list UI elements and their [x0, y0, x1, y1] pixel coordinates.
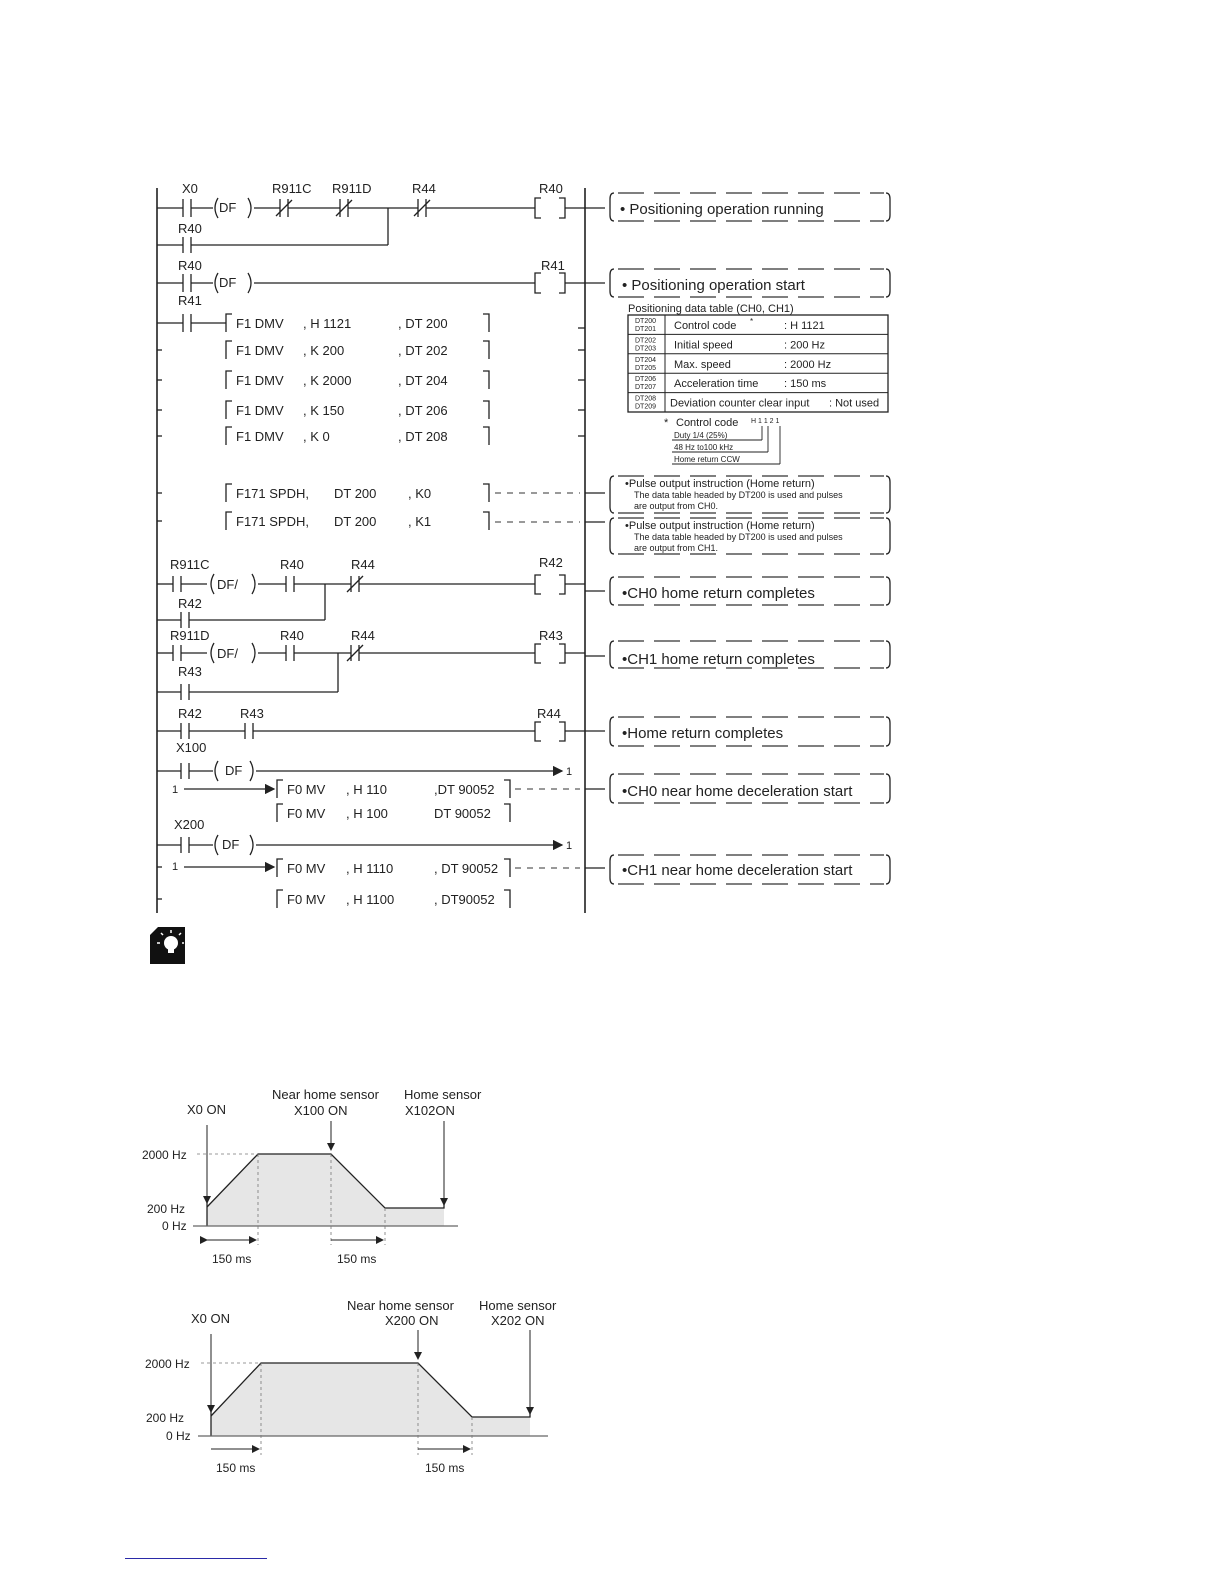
spdh-instruction-arg: DT 200 [334, 486, 377, 501]
spdh-instruction-arg: DT 200 [334, 514, 377, 529]
table-dt-end: DT209 [635, 403, 657, 411]
contact-r40-hold: R40 [178, 221, 202, 236]
hint-lightbulb-icon [150, 927, 185, 964]
dmv-instruction-op: F1 DMV [236, 343, 284, 358]
timing2-y-max: 2000 Hz [145, 1357, 190, 1371]
mv-instruction-op: F0 MV [287, 892, 326, 907]
comment-ch0-near-home: •CH0 near home deceleration start [622, 783, 853, 800]
mv-instruction-op: F0 MV [287, 861, 326, 876]
table-dt-start: DT208 [635, 395, 657, 403]
comment-home-return-complete: •Home return completes [622, 725, 784, 742]
spdh-instruction-dst: , K0 [408, 486, 432, 501]
comment-ch1-home-return: •CH1 home return completes [622, 651, 815, 668]
spdh-instruction-op: F171 SPDH, [236, 486, 309, 501]
comment-ch1-near-home: •CH1 near home deceleration start [622, 862, 853, 879]
df-label: DF [222, 837, 240, 852]
timing1-near-title: Near home sensor [272, 1087, 379, 1102]
spdh-instruction-rows [226, 484, 489, 530]
mv-instruction [277, 890, 510, 908]
contact-x200: X200 [174, 817, 205, 832]
footnote-rule [125, 1558, 267, 1559]
contact-r40: R40 [178, 258, 202, 273]
mv-instruction [277, 859, 510, 877]
mv-instruction [277, 780, 510, 798]
comment-pulse-output-ch1-line2: are output from CH1. [634, 543, 719, 553]
table-row-label: Control code [674, 320, 737, 332]
table-dt-end: DT201 [635, 326, 657, 333]
timing2-accel: 150 ms [216, 1461, 256, 1475]
table-dt-end: DT207 [635, 384, 657, 392]
table-row-label: Initial speed [674, 339, 733, 352]
timing2-near-on: X200 ON [385, 1313, 439, 1328]
table-dt-start: DT200 [635, 318, 657, 325]
timing1-near-on: X100 ON [294, 1103, 348, 1118]
control-code-frequency: 48 Hz to100 kHz [674, 443, 734, 452]
timing1-y-zero: 0 Hz [162, 1219, 187, 1233]
contact-r44-3: R44 [351, 628, 375, 643]
coil-r44: R44 [537, 706, 561, 721]
mv-instruction-arg: , H 110 [346, 782, 387, 797]
df-label: DF [219, 275, 237, 290]
coil-r40: R40 [539, 181, 563, 196]
dmv-instruction-arg: , K 150 [303, 403, 345, 418]
contact-r40-d: R40 [280, 628, 304, 643]
timing1-home-on: X102ON [405, 1103, 455, 1118]
contact-x100: X100 [176, 740, 207, 755]
dmv-instruction-rows [226, 314, 489, 445]
table-title: Positioning data table (CH0, CH1) [628, 303, 794, 315]
timing1-decel: 150 ms [337, 1252, 377, 1266]
timing2-home-on: X202 ON [491, 1313, 545, 1328]
table-row-value: : 200 Hz [784, 339, 825, 352]
contact-r42: R42 [178, 706, 202, 721]
timing-chart-ch0 [193, 1121, 458, 1245]
comment-positioning-running: • Positioning operation running [620, 201, 824, 218]
table-dt-start: DT202 [635, 337, 657, 345]
table-row-value: : H 1121 [784, 320, 825, 332]
mv-instruction-arg: , H 1110 [346, 861, 394, 876]
dmv-instruction-op: F1 DMV [236, 403, 284, 418]
timing1-y-max: 2000 Hz [142, 1148, 187, 1162]
comment-pulse-output-ch0-title: •Pulse output instruction (Home return) [625, 478, 815, 490]
contact-r44: R44 [412, 181, 436, 196]
dmv-instruction-arg: , H 1121 [303, 316, 352, 331]
spdh-instruction [226, 512, 489, 530]
comment-boxes [585, 208, 605, 731]
dmv-instruction-op: F1 DMV [236, 316, 284, 331]
link-label: 1 [172, 861, 179, 873]
df-slash-label: DF/ [217, 646, 238, 661]
df-label: DF [225, 763, 243, 778]
mv-instruction-dst: , DT90052 [434, 892, 495, 907]
dmv-instruction-arg: , K 200 [303, 343, 345, 358]
spdh-instruction [226, 484, 489, 502]
table-dt-start: DT204 [635, 356, 657, 364]
table-dt-end: DT205 [635, 364, 657, 372]
mv-instruction-dst: , DT 90052 [434, 861, 499, 876]
mv-instruction-arg: , H 1100 [346, 892, 395, 907]
mv-instruction-op: F0 MV [287, 782, 326, 797]
timing1-accel: 150 ms [212, 1252, 252, 1266]
rung-positioning-running [157, 198, 585, 253]
contact-r43: R43 [240, 706, 264, 721]
contact-r41: R41 [178, 293, 202, 308]
dmv-instruction [226, 371, 489, 389]
df-label: DF [219, 200, 237, 215]
timing2-start: X0 ON [191, 1311, 231, 1326]
contact-r44-2: R44 [351, 557, 375, 572]
table-row-value: : 2000 Hz [784, 358, 832, 371]
control-code-direction: Home return CCW [674, 455, 740, 464]
table-row-star: * [750, 317, 754, 326]
dmv-instruction [226, 427, 489, 445]
table-row-value: : Not used [829, 397, 880, 410]
link-label: 1 [566, 766, 573, 778]
timing2-near-title: Near home sensor [347, 1298, 454, 1313]
contact-r42-hold: R42 [178, 596, 202, 611]
table-dt-end: DT203 [635, 345, 657, 353]
mv-instruction-dst: DT 90052 [434, 806, 491, 821]
table-row-label: Acceleration time [674, 378, 759, 391]
contact-r43-hold: R43 [178, 664, 202, 679]
control-code-duty: Duty 1/4 (25%) [674, 431, 728, 440]
dmv-instruction-dst: , DT 206 [398, 403, 448, 418]
dmv-instruction [226, 401, 489, 419]
dmv-instruction-op: F1 DMV [236, 429, 284, 444]
spdh-instruction-dst: , K1 [408, 514, 432, 529]
table-row-value: : 150 ms [784, 378, 827, 391]
link-label: 1 [172, 784, 179, 796]
spdh-instruction-op: F171 SPDH, [236, 514, 309, 529]
control-code-value: H 1 1 2 1 [751, 418, 780, 425]
mv-instruction-arg: , H 100 [346, 806, 388, 821]
positioning-data-table [628, 315, 888, 412]
table-dt-start: DT206 [635, 376, 657, 384]
control-code-label: Control code [676, 417, 739, 429]
control-code-breakdown [664, 417, 780, 464]
dmv-instruction-arg: , K 2000 [303, 373, 352, 388]
dmv-instruction-dst: , DT 208 [398, 429, 448, 444]
table-row-label: Max. speed [674, 358, 731, 371]
timing1-start: X0 ON [187, 1102, 227, 1117]
table-row-label: Deviation counter clear input [670, 397, 810, 410]
comment-pulse-output-ch1-title: •Pulse output instruction (Home return) [625, 520, 815, 532]
contact-r40-c: R40 [280, 557, 304, 572]
timing-chart-ch1 [198, 1330, 548, 1455]
dmv-instruction-dst: , DT 204 [398, 373, 448, 388]
mv-instruction-dst: ,DT 90052 [434, 782, 495, 797]
df-slash-label: DF/ [217, 577, 238, 592]
coil-r41: R41 [541, 258, 565, 273]
dmv-instruction-dst: , DT 202 [398, 343, 448, 358]
mv-instruction [277, 804, 510, 822]
comment-pulse-output-ch0-line2: are output from CH0. [634, 501, 719, 511]
timing2-decel: 150 ms [425, 1461, 465, 1475]
dmv-instruction-op: F1 DMV [236, 373, 284, 388]
timing2-home-title: Home sensor [479, 1298, 557, 1313]
link-label: 1 [566, 840, 573, 852]
contact-r911d: R911D [332, 181, 372, 196]
comment-pulse-output-ch0-line1: The data table headed by DT200 is used and pulses [634, 490, 843, 500]
rung-home-complete [157, 722, 585, 741]
coil-r43: R43 [539, 628, 563, 643]
dmv-instruction [226, 341, 489, 359]
mv-instruction-rows [277, 780, 510, 908]
contact-r911c: R911C [272, 181, 312, 196]
timing2-y-zero: 0 Hz [166, 1429, 191, 1443]
mv-instruction-op: F0 MV [287, 806, 326, 821]
contact-r911d-2: R911D [170, 628, 210, 643]
comment-pulse-output-ch1-line1: The data table headed by DT200 is used and pulses [634, 532, 843, 542]
dmv-instruction-dst: , DT 200 [398, 316, 448, 331]
comment-ch0-home-return: •CH0 home return completes [622, 585, 815, 602]
contact-x0: X0 [182, 181, 198, 196]
contact-r911c-2: R911C [170, 557, 210, 572]
timing1-y-init: 200 Hz [147, 1202, 186, 1216]
dmv-instruction [226, 314, 489, 332]
comment-positioning-start: • Positioning operation start [622, 277, 805, 294]
coil-r42: R42 [539, 555, 563, 570]
control-code-star: * [664, 417, 669, 429]
dmv-instruction-arg: , K 0 [303, 429, 330, 444]
timing1-home-title: Home sensor [404, 1087, 482, 1102]
timing2-y-init: 200 Hz [146, 1411, 185, 1425]
